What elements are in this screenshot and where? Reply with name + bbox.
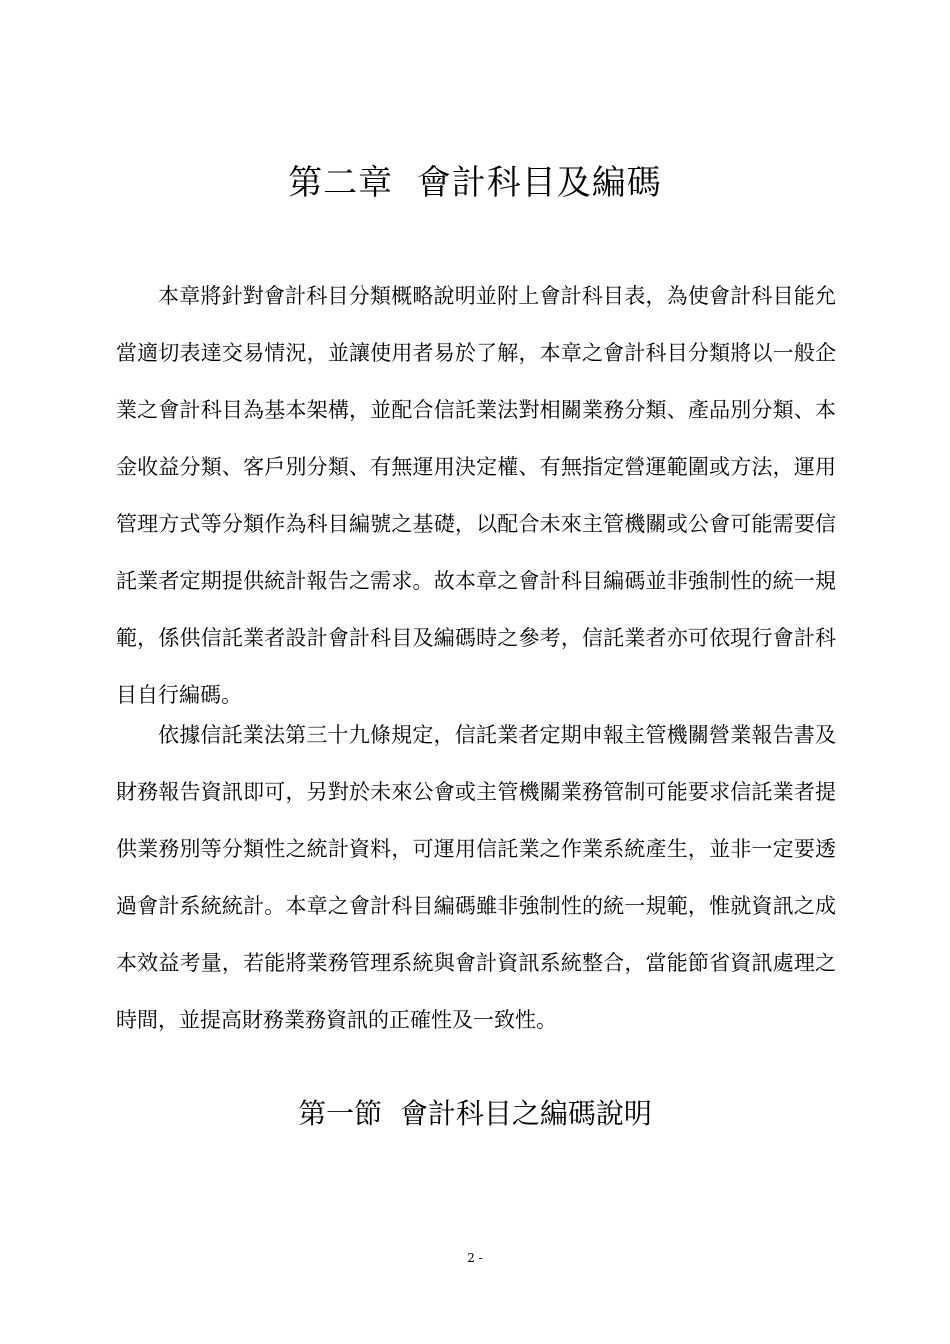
paragraph-line: 託業者定期提供統計報告之需求。故本章之會計科目編碼並非強制性的統一規: [116, 569, 836, 593]
paragraph-line: 管理方式等分類作為科目編號之基礎，以配合未來主管機關或公會可能需要信: [116, 512, 836, 536]
paragraph-line: 目自行編碼。: [116, 683, 242, 707]
paragraph-line: 金收益分類、客戶別分類、有無運用決定權、有無指定營運範圍或方法，運用: [116, 455, 836, 479]
paragraph-line: 本效益考量，若能將業務管理系統與會計資訊系統整合，當能節省資訊處理之: [116, 951, 836, 975]
paragraph-line: 財務報告資訊即可，另對於未來公會或主管機關業務管制可能要求信託業者提: [116, 780, 836, 804]
paragraph-line: 過會計系統統計。本章之會計科目編碼雖非強制性的統一規範，惟就資訊之成: [116, 894, 836, 918]
paragraph-line: 依據信託業法第三十九條規定，信託業者定期申報主管機關營業報告書及: [158, 723, 836, 747]
paragraph-line: 時間，並提高財務業務資訊的正確性及一致性。: [116, 1008, 557, 1032]
page-number: 2 -: [467, 1251, 483, 1265]
body-paragraph-2: [116, 707, 836, 1049]
section-title: 第一節 會計科目之編碼說明: [298, 1097, 652, 1130]
paragraph-line: 本章將針對會計科目分類概略說明並附上會計科目表，為使會計科目能允: [158, 284, 836, 308]
paragraph-line: 範，係供信託業者設計會計科目及編碼時之參考，信託業者亦可依現行會計科: [116, 626, 836, 650]
paragraph-line: 當適切表達交易情況，並讓使用者易於了解，本章之會計科目分類將以一般企: [116, 341, 836, 365]
paragraph-line: 供業務別等分類性之統計資料，可運用信託業之作業系統產生，並非一定要透: [116, 837, 836, 861]
paragraph-line: 業之會計科目為基本架構，並配合信託業法對相關業務分類、產品別分類、本: [116, 398, 836, 422]
body-paragraph-1: [116, 268, 836, 724]
chapter-title: 第二章 會計科目及編碼: [288, 163, 662, 203]
